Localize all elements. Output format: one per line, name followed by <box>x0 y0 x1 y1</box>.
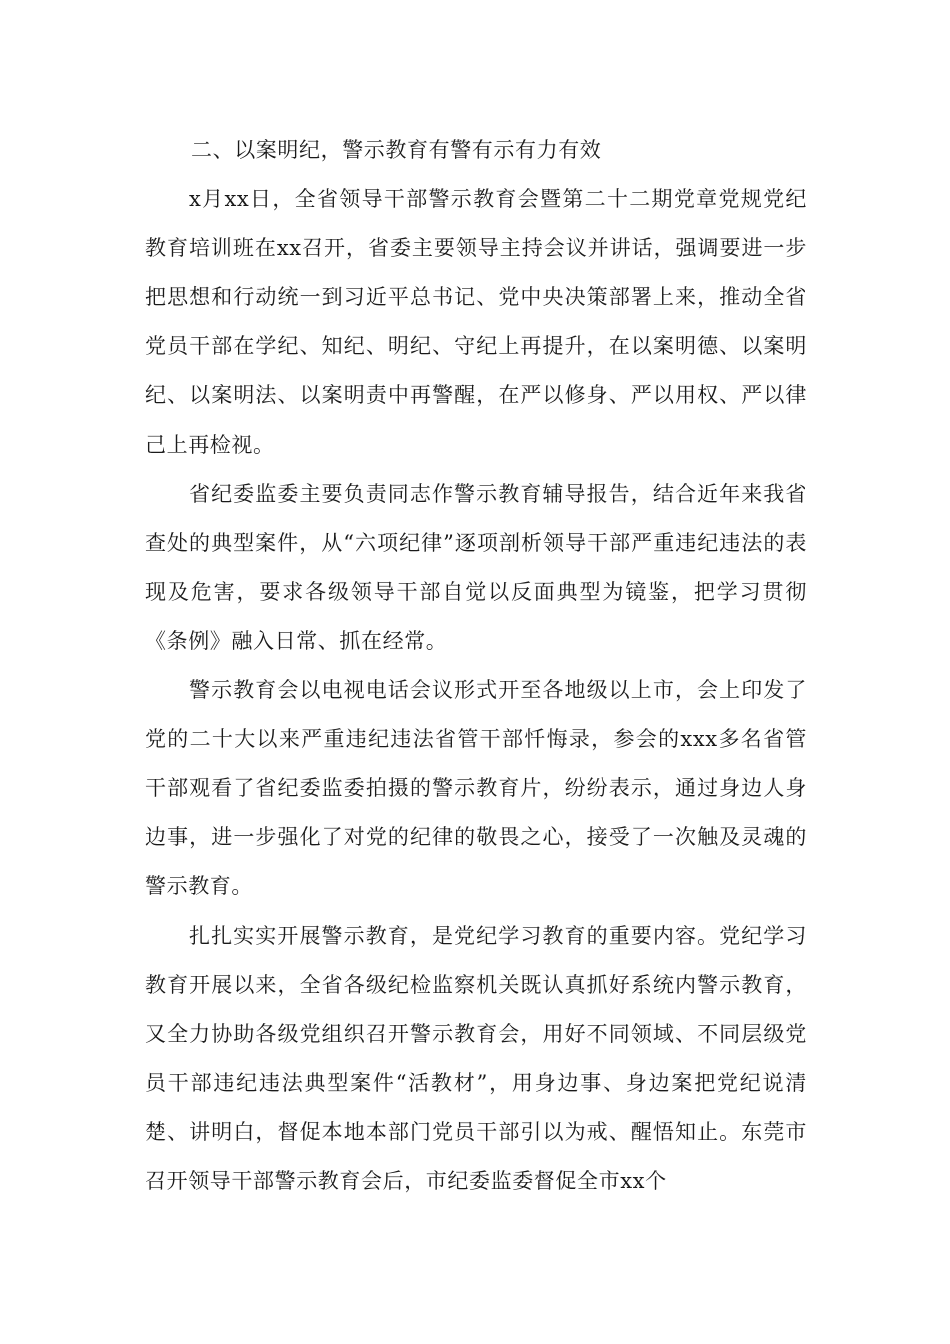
paragraph-report: 省纪委监委主要负责同志作警示教育辅导报告，结合近年来我省查处的典型案件，从“六项纪律”逐项剖析领导干部严重违纪违法的表现及危害，要求各级领导干部自觉以反面典型为镜鉴，把学习贯彻《条例》融入日常、抓在经常。 <box>145 481 807 653</box>
document-body <box>145 126 807 1206</box>
paragraph-meeting: x月xx日，全省领导干部警示教育会暨第二十二期党章党规党纪教育培训班在xx召开，省委主要领导主持会议并讲话，强调要进一步把思想和行动统一到习近平总书记、党中央决策部署上来，推动全省党员干部在学纪、知纪、明纪、守纪上再提升，在以案明德、以案明纪、以案明法、以案明责中再警醒，在严以修身、严以用权、严以律己上再检视。 <box>145 187 807 457</box>
paragraph-education: 扎扎实实开展警示教育，是党纪学习教育的重要内容。党纪学习教育开展以来，全省各级纪检监察机关既认真抓好系统内警示教育，又全力协助各级党组织召开警示教育会，用好不同领域、不同层级党员干部违纪违法典型案件“活教材”，用身边事、身边案把党纪说清楚、讲明白，督促本地本部门党员干部引以为戒、醒悟知止。东莞市召开领导干部警示教育会后，市纪委监委督促全市xx个 <box>145 923 807 1193</box>
section-heading: 二、以案明纪，警示教育有警有示有力有效 <box>191 138 602 162</box>
paragraph-broadcast: 警示教育会以电视电话会议形式开至各地级以上市，会上印发了党的二十大以来严重违纪违法省管干部忏悔录，参会的xxx多名省管干部观看了省纪委监委拍摄的警示教育片，纷纷表示，通过身边人身边事，进一步强化了对党的纪律的敬畏之心，接受了一次触及灵魂的警示教育。 <box>145 678 807 899</box>
